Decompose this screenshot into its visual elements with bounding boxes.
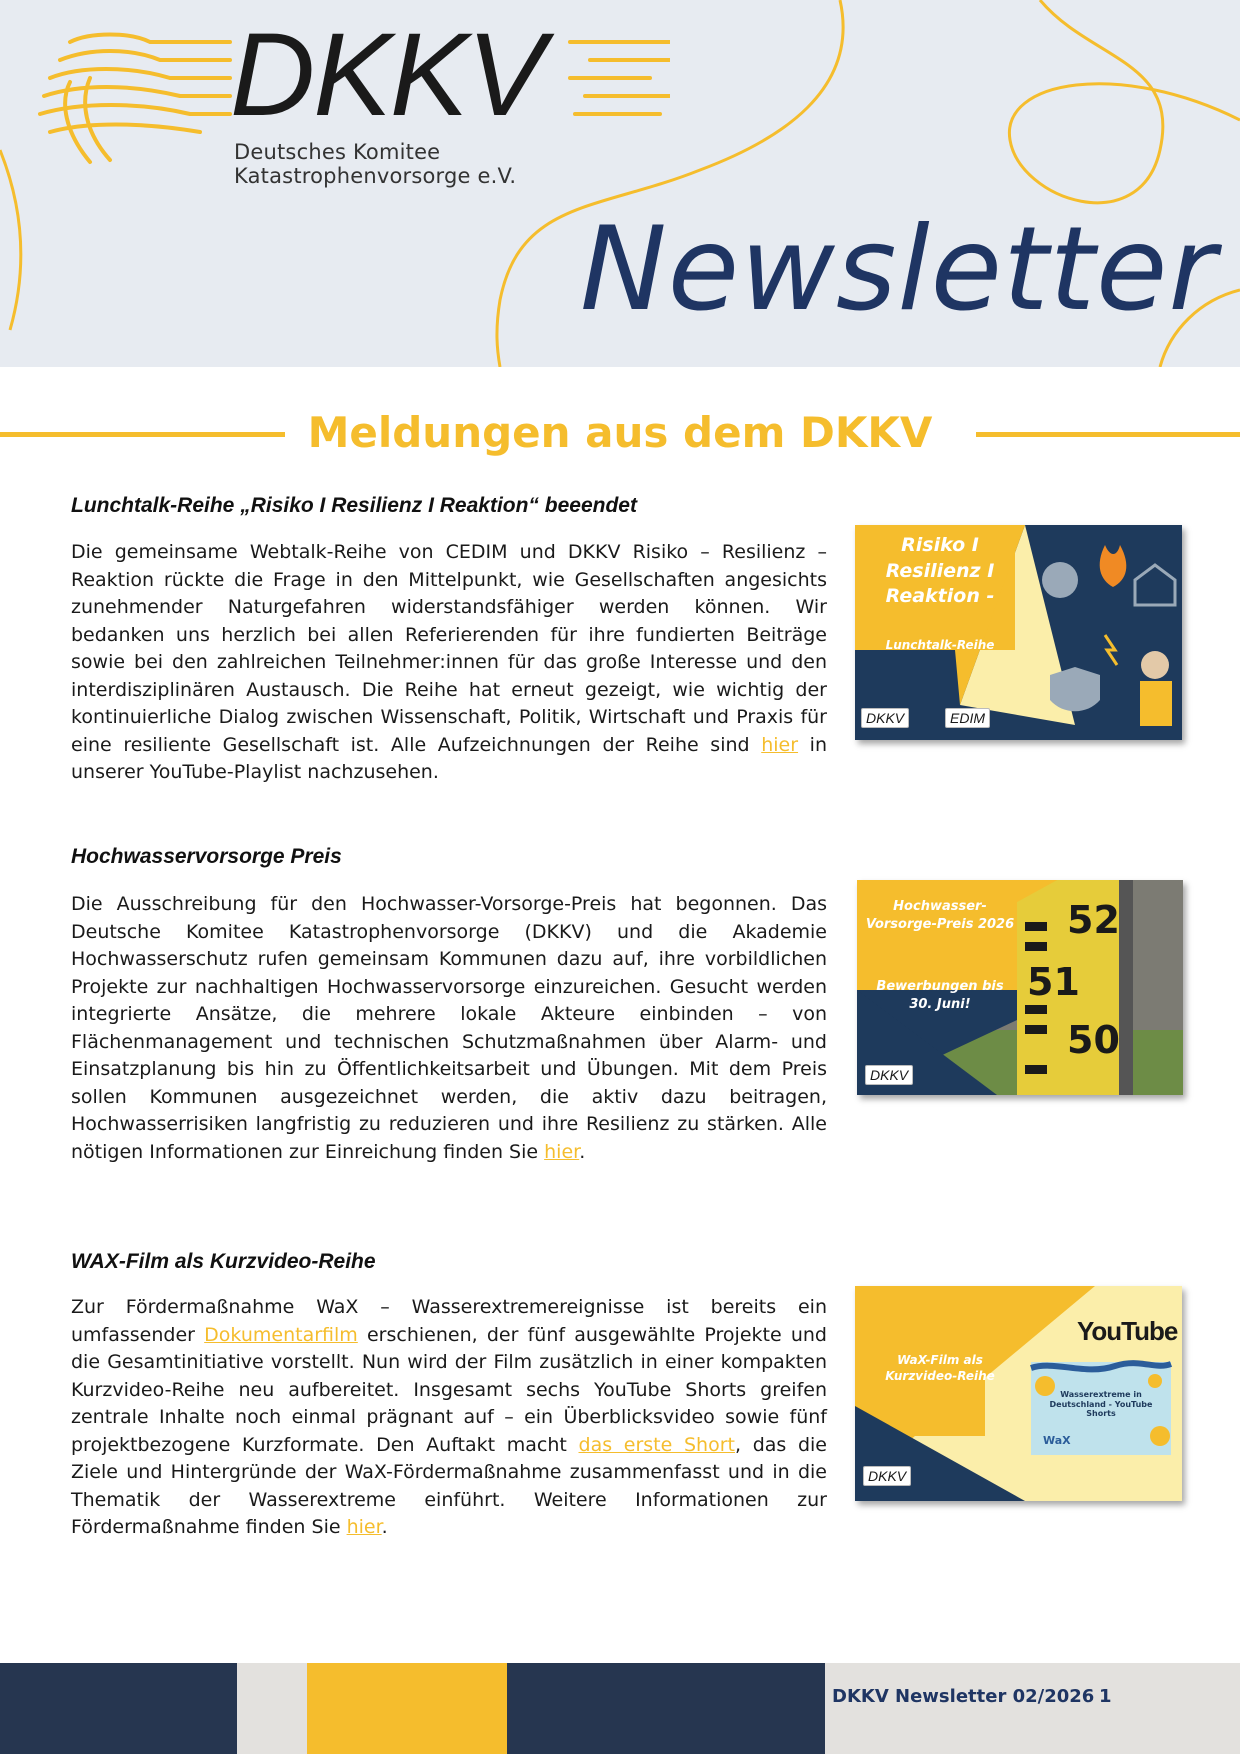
wax-info-link[interactable]: hier — [346, 1516, 382, 1538]
article-body-lunchtalk — [71, 539, 827, 787]
hochwasser-deadline: Bewerbungen bis 30. Juni! — [876, 979, 1004, 1012]
article-text: Die gemeinsame Webtalk-Reihe von CEDIM und DKKV Risiko – Resilienz – Reaktion rückte die Frage in den Mittelpunkt, wie Gesellschaften angesichts zunehmender Naturgefahren widerstandsfähiger werden können. Wir bedanken uns herzlich bei allen Referierenden für ihre fundierten Beiträge sowie bei den zahlreichen Teilnehmer:innen für das große Interesse und den interdisziplinären Austausch. Die Reihe hat erneut gezeigt, wie wichtig der kontinuierliche Dialog zwischen Wissenschaft, Politik, Wirtschaft und Praxis für eine resiliente Gesellschaft ist. Alle Aufzeichnungen der Reihe sind — [71, 541, 827, 756]
newsletter-title: Newsletter — [580, 202, 1218, 337]
page-footer — [0, 1663, 1240, 1754]
article-text: in unserer YouTube-Playlist nachzusehen. — [71, 733, 827, 783]
first-short-link[interactable]: das erste Short — [578, 1433, 735, 1456]
logo-subtitle: Deutsches Komitee Katastrophenvorsorge e.V. — [234, 140, 517, 188]
lunchtalk-title: Risiko I Resilienz I Reaktion - — [885, 534, 995, 608]
lunchtalk-subtitle: Lunchtalk-Reihe — [885, 638, 995, 652]
footer-issue: DKKV Newsletter 02/2026 — [832, 1686, 1095, 1707]
playlist-link[interactable]: hier — [761, 733, 799, 756]
logo-wordmark: DKKV — [230, 9, 544, 141]
dkkv-logo — [30, 9, 650, 188]
article-heading-wax: WAX-Film als Kurzvideo-Reihe — [71, 1250, 376, 1273]
article-text: erschienen, der fünf ausgewählte Projekte und die Gesamtinitiative vorstellt. Nun wird der Film zusätzlich in einer kompakten Kurzvideo-Reihe neu aufbereitet. Insgesamt sechs YouTube Shorts greifen zentrale Inhalte noch einmal prägnant auf – ein Überblicksvideo sowie fünf projektbezogene Kurzformate. Den Auftakt macht — [71, 1323, 827, 1456]
gauge-51: 51 — [1027, 960, 1080, 1004]
article-heading-lunchtalk: Lunchtalk-Reihe „Risiko I Resilienz I Reaktion“ beeendet — [71, 494, 637, 517]
gauge-52: 52 — [1067, 898, 1120, 942]
article-text: . — [381, 1516, 388, 1538]
cedim-badge: EDIM — [945, 708, 990, 728]
article-body-hochwasser — [71, 891, 827, 1166]
dkkv-badge: DKKV — [865, 1065, 913, 1085]
wax-thumb-title: Wasserextreme in Deutschland - YouTube Shorts — [1049, 1390, 1153, 1419]
dkkv-badge: DKKV — [861, 708, 909, 728]
lunchtalk-image — [855, 525, 1182, 740]
section-title: Meldungen aus dem DKKV — [307, 408, 933, 457]
article-body-wax — [71, 1294, 827, 1542]
page-number: 1 — [1099, 1686, 1112, 1707]
preis-info-link[interactable]: hier — [544, 1140, 580, 1163]
footer-block-grey — [237, 1663, 307, 1754]
hochwasser-image — [857, 880, 1183, 1095]
dokumentarfilm-link[interactable]: Dokumentarfilm — [204, 1323, 358, 1346]
wax-title: WaX-Film als Kurzvideo-Reihe — [885, 1353, 995, 1384]
footer-block-yellow — [307, 1663, 507, 1754]
dkkv-badge: DKKV — [863, 1466, 911, 1486]
youtube-logo: YouTube — [1077, 1316, 1178, 1346]
article-text: Die Ausschreibung für den Hochwasser-Vorsorge-Preis hat begonnen. Das Deutsche Komitee Katastrophenvorsorge (DKKV) und die Akademie Hochwasserschutz rufen gemeinsam Kommunen dazu auf, ihre vorbildlichen Projekte zur nachhaltigen Hochwasservorsorge einzureichen. Gesucht werden integrierte Ansätze, die mehrere lokale Akteure einbinden – von Flächenmanagement und technischen Schutzmaßnahmen über Alarm- und Einsatzplanung bis hin zu Öffentlichkeitsarbeit und Übungen. Mit dem Preis sollen Kommunen ausgezeichnet werden, die aktiv dazu beitragen, Hochwasserrisiken langfristig zu reduzieren und ihre Resilienz zu stärken. Alle nötigen Informationen zur Einreichung finden Sie — [71, 893, 827, 1163]
article-text: Zur Fördermaßnahme WaX – Wasserextremereignisse ist bereits ein umfassender — [71, 1296, 827, 1346]
footer-block-grey — [825, 1663, 1240, 1754]
wax-thumb-logo: WaX — [1043, 1434, 1071, 1447]
footer-block-navy — [0, 1663, 237, 1754]
article-text: . — [579, 1140, 586, 1163]
article-heading-hochwasser: Hochwasservorsorge Preis — [71, 845, 342, 868]
wax-image — [855, 1286, 1182, 1501]
article-text: , das die Ziele und Hintergründe der WaX-Fördermaßnahme zusammenfasst und in die Thematik der Wasserextreme einführt. Weitere Informationen zur Fördermaßnahme finden Sie — [71, 1433, 827, 1538]
gauge-50: 50 — [1067, 1018, 1120, 1062]
page-header — [0, 0, 1240, 367]
footer-block-navy — [507, 1663, 825, 1754]
hochwasser-title: Hochwasser-Vorsorge-Preis 2026 — [865, 899, 1015, 932]
